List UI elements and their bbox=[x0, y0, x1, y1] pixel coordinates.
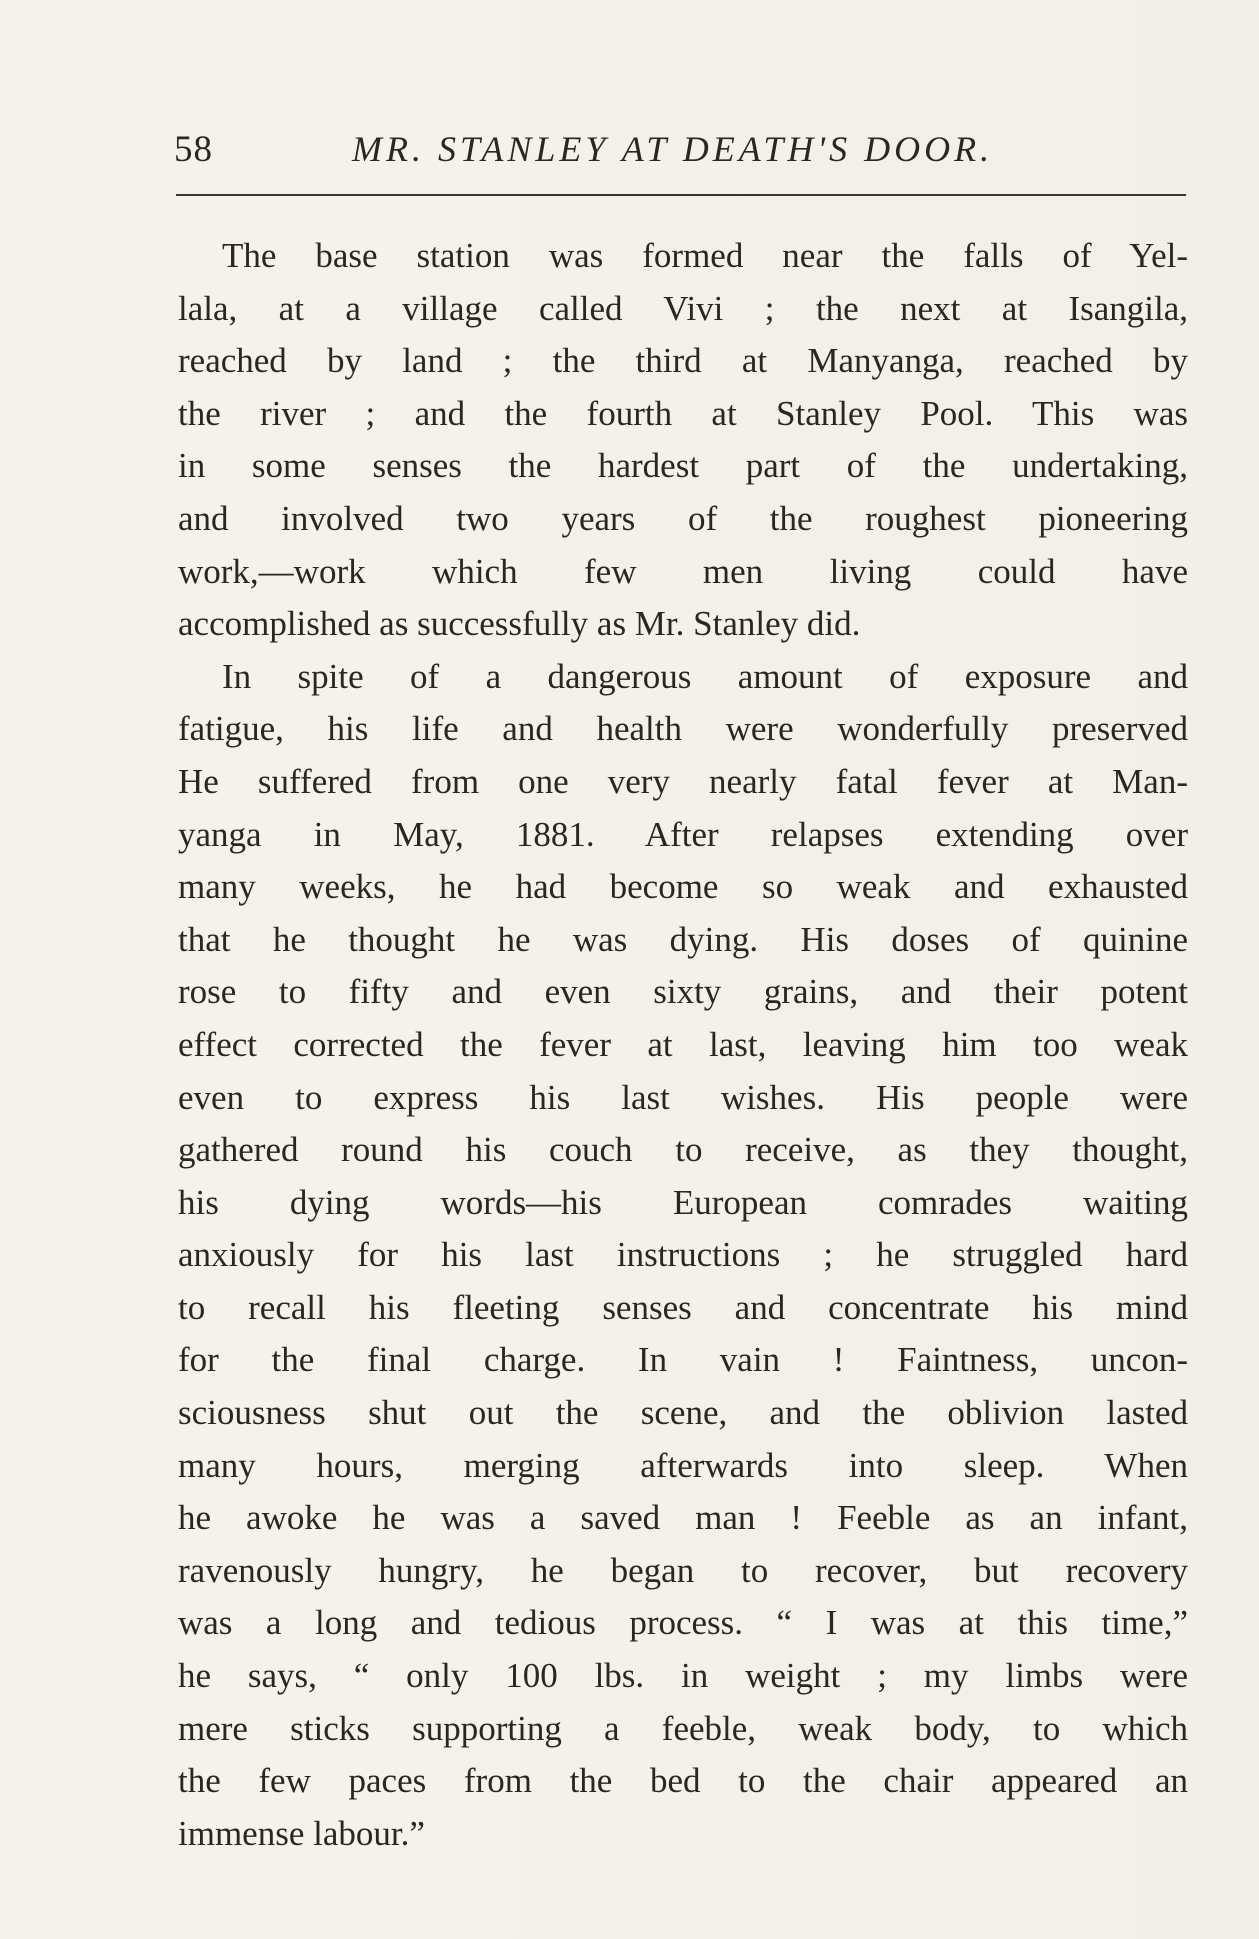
text-line: he says, “ only 100 lbs. in weight ; my limbs were bbox=[178, 1656, 1188, 1696]
text-line: the river ; and the fourth at Stanley Pool. This was bbox=[178, 393, 1188, 433]
text-line: fatigue, his life and health were wonderfully preserved bbox=[178, 709, 1188, 749]
body-text bbox=[178, 230, 1188, 1860]
page-header bbox=[174, 128, 1184, 178]
text-line: immense labour.” bbox=[178, 1813, 425, 1853]
text-line: accomplished as successfully as Mr. Stanley did. bbox=[178, 604, 861, 644]
text-line: In spite of a dangerous amount of exposure and bbox=[222, 656, 1188, 696]
text-line: lala, at a village called Vivi ; the next at Isangila, bbox=[178, 288, 1188, 328]
text-line: He suffered from one very nearly fatal fever at Man- bbox=[178, 761, 1188, 801]
text-line: reached by land ; the third at Manyanga, reached by bbox=[178, 341, 1188, 381]
text-line: to recall his fleeting senses and concentrate his mind bbox=[178, 1287, 1188, 1327]
running-head: MR. STANLEY AT DEATH'S DOOR. bbox=[352, 129, 994, 169]
text-line: work,—work which few men living could have bbox=[178, 551, 1188, 591]
page-number: 58 bbox=[174, 129, 213, 170]
text-line: mere sticks supporting a feeble, weak body, to which bbox=[178, 1708, 1188, 1748]
text-line: for the final charge. In vain ! Faintness, uncon- bbox=[178, 1340, 1188, 1380]
text-line: ravenously hungry, he began to recover, but recovery bbox=[178, 1550, 1188, 1590]
text-line: anxiously for his last instructions ; he struggled hard bbox=[178, 1235, 1188, 1275]
header-rule bbox=[176, 194, 1186, 196]
text-line: the few paces from the bed to the chair appeared an bbox=[178, 1761, 1188, 1801]
text-line: many weeks, he had become so weak and exhausted bbox=[178, 867, 1188, 907]
text-line: gathered round his couch to receive, as they thought, bbox=[178, 1130, 1188, 1170]
text-line: he awoke he was a saved man ! Feeble as an infant, bbox=[178, 1498, 1188, 1538]
text-line: many hours, merging afterwards into sleep. When bbox=[178, 1445, 1188, 1485]
text-line: effect corrected the fever at last, leaving him too weak bbox=[178, 1024, 1188, 1064]
text-line: yanga in May, 1881. After relapses extending over bbox=[178, 814, 1188, 854]
text-line: sciousness shut out the scene, and the oblivion lasted bbox=[178, 1393, 1188, 1433]
text-line: even to express his last wishes. His people were bbox=[178, 1077, 1188, 1117]
text-line: was a long and tedious process. “ I was at this time,” bbox=[178, 1603, 1188, 1643]
text-line: The base station was formed near the falls of Yel- bbox=[222, 236, 1188, 275]
text-line: rose to fifty and even sixty grains, and their potent bbox=[178, 972, 1188, 1012]
text-line: his dying words—his European comrades waiting bbox=[178, 1182, 1188, 1222]
text-line: in some senses the hardest part of the undertaking, bbox=[178, 446, 1188, 486]
text-line: that he thought he was dying. His doses of quinine bbox=[178, 919, 1188, 959]
text-line: and involved two years of the roughest pioneering bbox=[178, 498, 1188, 538]
